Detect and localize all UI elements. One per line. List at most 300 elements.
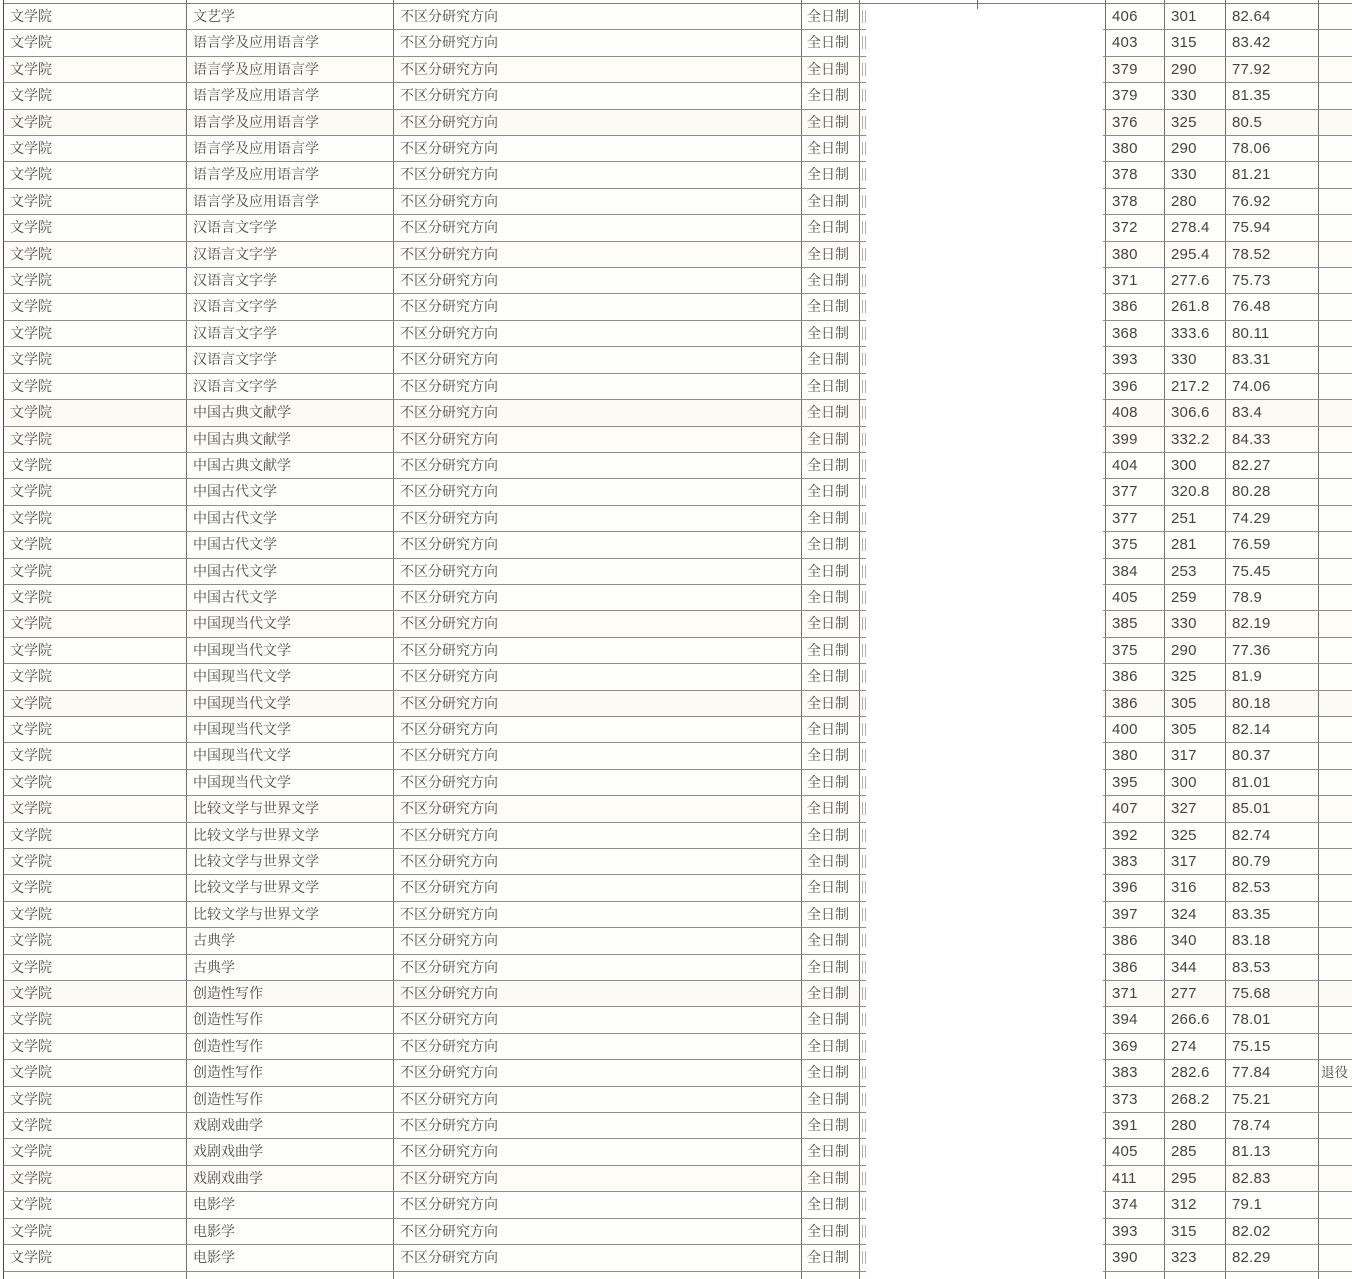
cell-direction: 不区分研究方向 [394, 981, 802, 1006]
cell-initial-score: 384 [1106, 559, 1165, 584]
cell-college: 文学院 [4, 1113, 187, 1138]
cell-college: 文学院 [4, 875, 187, 900]
cell-note [1319, 902, 1352, 927]
cell-note [1319, 321, 1352, 346]
cell-direction: 不区分研究方向 [394, 1245, 802, 1270]
cell-study-mode: 全日制 [802, 268, 860, 293]
cell-retest-score: 280 [1165, 189, 1226, 214]
cell-total-score: 76.59 [1226, 532, 1319, 557]
cell-total-score: 81.01 [1226, 770, 1319, 795]
cell-note [1319, 823, 1352, 848]
cell-retest-score: 320.8 [1165, 479, 1226, 504]
cell-total-score: 78.01 [1226, 1007, 1319, 1032]
table-row [3, 796, 1352, 822]
cell-initial-score: 405 [1106, 585, 1165, 610]
cell-study-mode: 全日制 [802, 1192, 860, 1217]
table-row [3, 400, 1352, 426]
cell-college: 文学院 [4, 506, 187, 531]
cell-total-score: 82.02 [1226, 1219, 1319, 1244]
cell-initial-score: 369 [1106, 1034, 1165, 1059]
cell-retest-score: 332.2 [1165, 427, 1226, 452]
table-row [3, 1087, 1352, 1113]
cell-note [1319, 664, 1352, 689]
table-row [3, 717, 1352, 743]
cell-direction: 不区分研究方向 [394, 479, 802, 504]
cell-retest-score: 281 [1165, 532, 1226, 557]
cell-major: 电影学 [187, 1192, 394, 1217]
cell-retest-score: 317 [1165, 849, 1226, 874]
cell-college: 文学院 [4, 585, 187, 610]
cell-college: 文学院 [4, 1166, 187, 1191]
cell-total-score: 78.52 [1226, 242, 1319, 267]
cell-college: 文学院 [4, 796, 187, 821]
cell-total-score: 77.92 [1226, 57, 1319, 82]
cell-major: 中国古代文学 [187, 506, 394, 531]
cell-college: 文学院 [4, 479, 187, 504]
cell-redacted [860, 0, 1106, 3]
cell-college: 文学院 [4, 1219, 187, 1244]
cell-study-mode: 全日制 [802, 743, 860, 768]
cell-major: 中国古典文献学 [187, 453, 394, 478]
cell-direction: 不区分研究方向 [394, 189, 802, 214]
cell-note [1319, 215, 1352, 240]
cell-total-score [1226, 0, 1319, 3]
cell-retest-score: 266.6 [1165, 1007, 1226, 1032]
table-row [3, 427, 1352, 453]
cell-note [1319, 691, 1352, 716]
cell-total-score: 75.68 [1226, 981, 1319, 1006]
cell-study-mode: 全日制 [802, 585, 860, 610]
cell-study-mode: 全日制 [802, 1113, 860, 1138]
cell-major: 语言学及应用语言学 [187, 136, 394, 161]
cell-direction [394, 1272, 802, 1279]
cell-retest-score: 325 [1165, 664, 1226, 689]
cell-note [1319, 717, 1352, 742]
cell-total-score: 82.14 [1226, 717, 1319, 742]
cell-note [1319, 1192, 1352, 1217]
cell-note [1319, 242, 1352, 267]
cell-college: 文学院 [4, 1245, 187, 1270]
partial-row-bottom [3, 1272, 1352, 1279]
cell-major: 文艺学 [187, 4, 394, 29]
cell-college: 文学院 [4, 136, 187, 161]
cell-total-score: 74.29 [1226, 506, 1319, 531]
cell-initial-score [1106, 1272, 1165, 1279]
cell-retest-score: 327 [1165, 796, 1226, 821]
cell-major: 比较文学与世界文学 [187, 849, 394, 874]
cell-study-mode: 全日制 [802, 4, 860, 29]
cell-total-score: 82.64 [1226, 4, 1319, 29]
hidden-column-border-tick [977, 0, 978, 9]
cell-retest-score: 325 [1165, 110, 1226, 135]
cell-direction: 不区分研究方向 [394, 875, 802, 900]
cell-total-score: 82.29 [1226, 1245, 1319, 1270]
cell-study-mode: 全日制 [802, 902, 860, 927]
cell-major: 中国古代文学 [187, 559, 394, 584]
cell-direction: 不区分研究方向 [394, 1166, 802, 1191]
cell-note [1319, 559, 1352, 584]
cell-retest-score: 300 [1165, 770, 1226, 795]
cell-initial-score: 379 [1106, 57, 1165, 82]
cell-study-mode [802, 0, 860, 3]
cell-direction: 不区分研究方向 [394, 427, 802, 452]
cell-direction: 不区分研究方向 [394, 638, 802, 663]
cell-total-score: 82.19 [1226, 611, 1319, 636]
table-row [3, 1113, 1352, 1139]
cell-major: 中国现当代文学 [187, 638, 394, 663]
cell-college: 文学院 [4, 268, 187, 293]
cell-total-score: 83.4 [1226, 400, 1319, 425]
cell-college: 文学院 [4, 453, 187, 478]
cell-direction: 不区分研究方向 [394, 1034, 802, 1059]
cell-college: 文学院 [4, 1060, 187, 1085]
cell-major: 语言学及应用语言学 [187, 110, 394, 135]
cell-college: 文学院 [4, 532, 187, 557]
table-body [0, 4, 1352, 1272]
cell-college: 文学院 [4, 743, 187, 768]
table-row [3, 294, 1352, 320]
table-row [3, 1166, 1352, 1192]
table-row [3, 638, 1352, 664]
cell-study-mode: 全日制 [802, 770, 860, 795]
cell-initial-score: 375 [1106, 532, 1165, 557]
cell-major: 中国现当代文学 [187, 691, 394, 716]
cell-study-mode: 全日制 [802, 691, 860, 716]
cell-major: 汉语言文字学 [187, 374, 394, 399]
cell-study-mode: 全日制 [802, 1139, 860, 1164]
cell-major: 中国古代文学 [187, 532, 394, 557]
cell-major: 古典学 [187, 955, 394, 980]
cell-college: 文学院 [4, 242, 187, 267]
cell-initial-score: 380 [1106, 743, 1165, 768]
cell-major: 创造性写作 [187, 1087, 394, 1112]
cell-initial-score: 372 [1106, 215, 1165, 240]
cell-direction: 不区分研究方向 [394, 796, 802, 821]
cell-college: 文学院 [4, 770, 187, 795]
cell-note [1319, 1219, 1352, 1244]
cell-retest-score: 323 [1165, 1245, 1226, 1270]
cell-note [1319, 1034, 1352, 1059]
cell-study-mode: 全日制 [802, 57, 860, 82]
cell-study-mode: 全日制 [802, 110, 860, 135]
cell-initial-score: 390 [1106, 1245, 1165, 1270]
cell-initial-score: 386 [1106, 664, 1165, 689]
cell-major: 语言学及应用语言学 [187, 189, 394, 214]
table-row [3, 743, 1352, 769]
cell-retest-score: 330 [1165, 162, 1226, 187]
cell-college: 文学院 [4, 374, 187, 399]
cell-direction: 不区分研究方向 [394, 506, 802, 531]
cell-retest-score: 274 [1165, 1034, 1226, 1059]
cell-retest-score: 282.6 [1165, 1060, 1226, 1085]
cell-study-mode: 全日制 [802, 294, 860, 319]
cell-total-score: 77.36 [1226, 638, 1319, 663]
cell-study-mode: 全日制 [802, 427, 860, 452]
cell-study-mode: 全日制 [802, 453, 860, 478]
cell-total-score: 84.33 [1226, 427, 1319, 452]
cell-initial-score: 383 [1106, 849, 1165, 874]
cell-retest-score: 295.4 [1165, 242, 1226, 267]
cell-direction: 不区分研究方向 [394, 770, 802, 795]
cell-note [1319, 1272, 1352, 1279]
cell-college: 文学院 [4, 57, 187, 82]
cell-direction: 不区分研究方向 [394, 691, 802, 716]
cell-retest-score: 305 [1165, 717, 1226, 742]
cell-college: 文学院 [4, 1139, 187, 1164]
table-row [3, 215, 1352, 241]
cell-retest-score: 290 [1165, 136, 1226, 161]
cell-direction: 不区分研究方向 [394, 955, 802, 980]
cell-college: 文学院 [4, 638, 187, 663]
cell-note [1319, 453, 1352, 478]
cell-direction: 不区分研究方向 [394, 162, 802, 187]
table-row [3, 770, 1352, 796]
cell-initial-score: 371 [1106, 981, 1165, 1006]
cell-college: 文学院 [4, 83, 187, 108]
table-row [3, 1007, 1352, 1033]
cell-major: 戏剧戏曲学 [187, 1113, 394, 1138]
cell-college: 文学院 [4, 1087, 187, 1112]
cell-total-score: 83.53 [1226, 955, 1319, 980]
cell-initial-score: 407 [1106, 796, 1165, 821]
cell-major [187, 0, 394, 3]
cell-total-score: 76.92 [1226, 189, 1319, 214]
cell-total-score: 82.74 [1226, 823, 1319, 848]
cell-note [1319, 347, 1352, 372]
cell-note [1319, 0, 1352, 3]
cell-retest-score: 280 [1165, 1113, 1226, 1138]
cell-note [1319, 1113, 1352, 1138]
cell-study-mode: 全日制 [802, 638, 860, 663]
cell-initial-score: 394 [1106, 1007, 1165, 1032]
cell-initial-score: 371 [1106, 268, 1165, 293]
cell-study-mode: 全日制 [802, 1060, 860, 1085]
cell-major: 电影学 [187, 1245, 394, 1270]
cell-retest-score: 278.4 [1165, 215, 1226, 240]
cell-retest-score [1165, 0, 1226, 3]
cell-initial-score: 396 [1106, 875, 1165, 900]
cell-direction: 不区分研究方向 [394, 902, 802, 927]
cell-major: 中国现当代文学 [187, 664, 394, 689]
cell-retest-score: 217.2 [1165, 374, 1226, 399]
cell-college: 文学院 [4, 559, 187, 584]
cell-retest-score: 295 [1165, 1166, 1226, 1191]
cell-college: 文学院 [4, 215, 187, 240]
cell-retest-score: 277 [1165, 981, 1226, 1006]
cell-direction: 不区分研究方向 [394, 849, 802, 874]
cell-total-score: 78.06 [1226, 136, 1319, 161]
cell-direction: 不区分研究方向 [394, 57, 802, 82]
cell-major: 创造性写作 [187, 981, 394, 1006]
cell-total-score: 83.31 [1226, 347, 1319, 372]
cell-note [1319, 110, 1352, 135]
cell-direction: 不区分研究方向 [394, 928, 802, 953]
cell-direction: 不区分研究方向 [394, 321, 802, 346]
table-row [3, 928, 1352, 954]
cell-study-mode: 全日制 [802, 242, 860, 267]
table-row [3, 955, 1352, 981]
cell-note [1319, 981, 1352, 1006]
cell-retest-score: 330 [1165, 347, 1226, 372]
table-row [3, 479, 1352, 505]
cell-note [1319, 1087, 1352, 1112]
cell-direction: 不区分研究方向 [394, 532, 802, 557]
cell-study-mode: 全日制 [802, 506, 860, 531]
cell-study-mode: 全日制 [802, 532, 860, 557]
cell-direction: 不区分研究方向 [394, 83, 802, 108]
table-row [3, 1034, 1352, 1060]
cell-major: 汉语言文字学 [187, 294, 394, 319]
cell-college: 文学院 [4, 981, 187, 1006]
cell-initial-score: 386 [1106, 294, 1165, 319]
cell-total-score: 83.42 [1226, 30, 1319, 55]
cell-direction: 不区分研究方向 [394, 110, 802, 135]
cell-retest-score: 333.6 [1165, 321, 1226, 346]
table-row [3, 162, 1352, 188]
cell-retest-score [1165, 1272, 1226, 1279]
cell-initial-score: 404 [1106, 453, 1165, 478]
cell-major: 比较文学与世界文学 [187, 875, 394, 900]
cell-total-score: 81.13 [1226, 1139, 1319, 1164]
table-row [3, 374, 1352, 400]
cell-college: 文学院 [4, 849, 187, 874]
cell-study-mode: 全日制 [802, 717, 860, 742]
cell-total-score: 75.21 [1226, 1087, 1319, 1112]
cell-retest-score: 300 [1165, 453, 1226, 478]
cell-college: 文学院 [4, 294, 187, 319]
cell-direction: 不区分研究方向 [394, 1219, 802, 1244]
cell-total-score: 78.74 [1226, 1113, 1319, 1138]
cell-total-score: 75.73 [1226, 268, 1319, 293]
cell-major: 中国现当代文学 [187, 770, 394, 795]
table-row [3, 585, 1352, 611]
cell-total-score: 74.06 [1226, 374, 1319, 399]
cell-major: 中国现当代文学 [187, 717, 394, 742]
cell-initial-score: 386 [1106, 955, 1165, 980]
table-row [3, 902, 1352, 928]
table-row [3, 981, 1352, 1007]
table-row [3, 83, 1352, 109]
cell-initial-score: 379 [1106, 83, 1165, 108]
cell-initial-score: 378 [1106, 189, 1165, 214]
cell-direction: 不区分研究方向 [394, 664, 802, 689]
cell-study-mode: 全日制 [802, 321, 860, 346]
cell-initial-score: 411 [1106, 1166, 1165, 1191]
cell-initial-score: 405 [1106, 1139, 1165, 1164]
cell-retest-score: 259 [1165, 585, 1226, 610]
cell-note: 退役 [1321, 1065, 1348, 1081]
cell-college: 文学院 [4, 1034, 187, 1059]
cell-total-score: 82.27 [1226, 453, 1319, 478]
cell-major: 戏剧戏曲学 [187, 1139, 394, 1164]
cell-college: 文学院 [4, 427, 187, 452]
cell-note [1319, 189, 1352, 214]
cell-direction: 不区分研究方向 [394, 215, 802, 240]
cell-study-mode: 全日制 [802, 955, 860, 980]
cell-direction: 不区分研究方向 [394, 30, 802, 55]
cell-note [1319, 638, 1352, 663]
cell-retest-score: 340 [1165, 928, 1226, 953]
cell-retest-score: 285 [1165, 1139, 1226, 1164]
cell-direction: 不区分研究方向 [394, 823, 802, 848]
cell-study-mode: 全日制 [802, 823, 860, 848]
cell-note [1319, 1007, 1352, 1032]
cell-college: 文学院 [4, 902, 187, 927]
cell-direction: 不区分研究方向 [394, 1139, 802, 1164]
cell-note [1319, 1245, 1352, 1270]
cell-retest-score: 315 [1165, 30, 1226, 55]
cell-college: 文学院 [4, 347, 187, 372]
cell-initial-score: 399 [1106, 427, 1165, 452]
cell-total-score [1226, 1272, 1319, 1279]
cell-note [1319, 849, 1352, 874]
cell-study-mode: 全日制 [802, 664, 860, 689]
cell-note [1319, 136, 1352, 161]
cell-college: 文学院 [4, 928, 187, 953]
cell-direction: 不区分研究方向 [394, 717, 802, 742]
cell-direction: 不区分研究方向 [394, 1087, 802, 1112]
table-row [3, 268, 1352, 294]
table-row [3, 4, 1352, 30]
cell-major: 汉语言文字学 [187, 242, 394, 267]
cell-initial-score: 393 [1106, 347, 1165, 372]
cell-major: 创造性写作 [187, 1007, 394, 1032]
cell-direction: 不区分研究方向 [394, 242, 802, 267]
cell-direction: 不区分研究方向 [394, 1060, 802, 1085]
cell-retest-score: 305 [1165, 691, 1226, 716]
cell-major: 比较文学与世界文学 [187, 823, 394, 848]
cell-note [1319, 506, 1352, 531]
cell-major: 语言学及应用语言学 [187, 83, 394, 108]
cell-retest-score: 261.8 [1165, 294, 1226, 319]
cell-study-mode: 全日制 [802, 1245, 860, 1270]
cell-study-mode: 全日制 [802, 1219, 860, 1244]
cell-college: 文学院 [4, 1007, 187, 1032]
cell-initial-score: 380 [1106, 242, 1165, 267]
cell-initial-score: 408 [1106, 400, 1165, 425]
cell-retest-score: 290 [1165, 638, 1226, 663]
cell-initial-score: 396 [1106, 374, 1165, 399]
table-row [3, 30, 1352, 56]
cell-study-mode: 全日制 [802, 374, 860, 399]
cell-retest-score: 251 [1165, 506, 1226, 531]
cell-initial-score: 376 [1106, 110, 1165, 135]
cell-total-score: 77.84 [1226, 1060, 1319, 1085]
cell-study-mode: 全日制 [802, 849, 860, 874]
cell-initial-score: 380 [1106, 136, 1165, 161]
cell-direction: 不区分研究方向 [394, 1007, 802, 1032]
cell-direction: 不区分研究方向 [394, 374, 802, 399]
cell-major: 中国现当代文学 [187, 611, 394, 636]
cell-note [1319, 162, 1352, 187]
cell-initial-score: 368 [1106, 321, 1165, 346]
cell-study-mode: 全日制 [802, 479, 860, 504]
cell-major: 古典学 [187, 928, 394, 953]
cell-direction: 不区分研究方向 [394, 611, 802, 636]
cell-note [1319, 955, 1352, 980]
cell-note [1319, 427, 1352, 452]
cell-total-score: 80.79 [1226, 849, 1319, 874]
cell-total-score: 80.18 [1226, 691, 1319, 716]
table-row [3, 242, 1352, 268]
cell-total-score: 75.45 [1226, 559, 1319, 584]
cell-initial-score: 375 [1106, 638, 1165, 663]
cell-total-score: 81.21 [1226, 162, 1319, 187]
cell-major: 比较文学与世界文学 [187, 902, 394, 927]
cell-initial-score: 374 [1106, 1192, 1165, 1217]
cell-note [1319, 928, 1352, 953]
cell-direction: 不区分研究方向 [394, 1113, 802, 1138]
